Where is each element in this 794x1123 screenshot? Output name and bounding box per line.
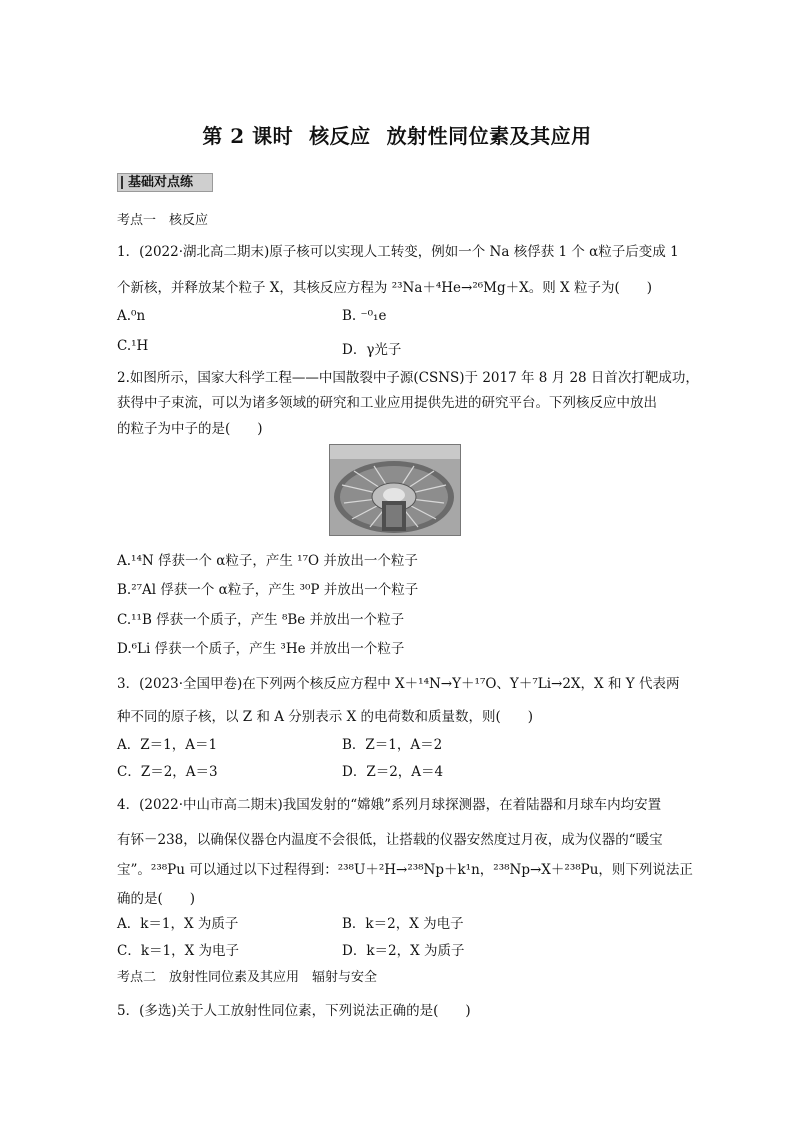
q4-option-c: C．k＝1，X 为电子 bbox=[117, 943, 240, 959]
q4-option-a: A．k＝1，X 为质子 bbox=[117, 916, 239, 932]
q3-option-d: D．Z＝2，A＝4 bbox=[342, 764, 444, 780]
q1-stem-line1: 1．(2022·湖北高二期末)原子核可以实现人工转变，例如一个 Na 核俘获 1 个 α粒子后变成 1 bbox=[117, 244, 679, 260]
knowledge-point-2: 考点二 放射性同位素及其应用 辐射与安全 bbox=[117, 970, 378, 985]
q2-stem-line3: 的粒子为中子的是( ) bbox=[117, 421, 263, 437]
section-label: 基础对点练 bbox=[117, 173, 213, 192]
q2-option-a: A.¹⁴N 俘获一个 α粒子，产生 ¹⁷O 并放出一个粒子 bbox=[117, 553, 418, 569]
q4-option-d: D．k＝2，X 为质子 bbox=[342, 943, 465, 959]
q4-stem-line2: 有钚－238，以确保仪器仓内温度不会很低，让搭载的仪器安然度过月夜，成为仪器的“暖宝 bbox=[117, 832, 663, 848]
q2-stem-line1: 2.如图所示，国家大科学工程——中国散裂中子源(CSNS)于 2017 年 8 月 28 日首次打靶成功， bbox=[117, 370, 699, 386]
title-topic-1: 核反应 bbox=[309, 124, 371, 148]
csns-device-photo bbox=[329, 444, 461, 536]
q3-stem-line1: 3．(2023·全国甲卷)在下列两个核反应方程中 X＋¹⁴N→Y＋¹⁷O、Y＋⁷Li→2X，X 和 Y 代表两 bbox=[117, 676, 680, 692]
q3-stem-line2: 种不同的原子核，以 Z 和 A 分别表示 X 的电荷数和质量数，则( ) bbox=[117, 709, 534, 725]
q3-option-a: A．Z＝1，A＝1 bbox=[117, 737, 218, 753]
q4-option-b: B．k＝2，X 为电子 bbox=[342, 916, 464, 932]
q2-option-b: B.²⁷Al 俘获一个 α粒子，产生 ³⁰P 并放出一个粒子 bbox=[117, 582, 419, 598]
title-topic-2: 放射性同位素及其应用 bbox=[386, 124, 592, 148]
q3-option-c: C．Z＝2，A＝3 bbox=[117, 764, 218, 780]
csns-image-svg bbox=[330, 445, 461, 536]
q4-stem-line3: 宝”。²³⁸Pu 可以通过以下过程得到：²³⁸U＋²H→²³⁸Np＋k¹n，²³⁸Np→X＋²³⁸Pu，则下列说法正 bbox=[117, 862, 693, 878]
q2-stem-line2: 获得中子束流，可以为诸多领域的研究和工业应用提供先进的研究平台。下列核反应中放出 bbox=[117, 395, 657, 411]
q1-option-b: B. ⁻⁰₁e bbox=[342, 308, 387, 324]
page-title bbox=[0, 120, 794, 149]
q1-option-d: D．γ光子 bbox=[342, 342, 402, 358]
title-lesson: 第 2 课时 bbox=[202, 124, 294, 148]
q4-stem-line1: 4．(2022·中山市高二期末)我国发射的“嫦娥”系列月球探测器，在着陆器和月球车内均安置 bbox=[117, 797, 662, 813]
q1-option-a: A.⁰n bbox=[117, 308, 146, 324]
q1-option-c: C.¹H bbox=[117, 338, 149, 354]
q4-stem-line4: 确的是( ) bbox=[117, 891, 196, 907]
q1-stem-line2: 个新核，并释放某个粒子 X，其核反应方程为 ²³Na＋⁴He→²⁶Mg＋X。则 X 粒子为( ) bbox=[117, 280, 652, 296]
q3-option-b: B．Z＝1，A＝2 bbox=[342, 737, 443, 753]
q2-option-c: C.¹¹B 俘获一个质子，产生 ⁸Be 并放出一个粒子 bbox=[117, 612, 405, 628]
knowledge-point-1: 考点一 核反应 bbox=[117, 213, 209, 228]
q5-stem-line1: 5．(多选)关于人工放射性同位素，下列说法正确的是( ) bbox=[117, 1003, 471, 1019]
q2-option-d: D.⁶Li 俘获一个质子，产生 ³He 并放出一个粒子 bbox=[117, 641, 405, 657]
